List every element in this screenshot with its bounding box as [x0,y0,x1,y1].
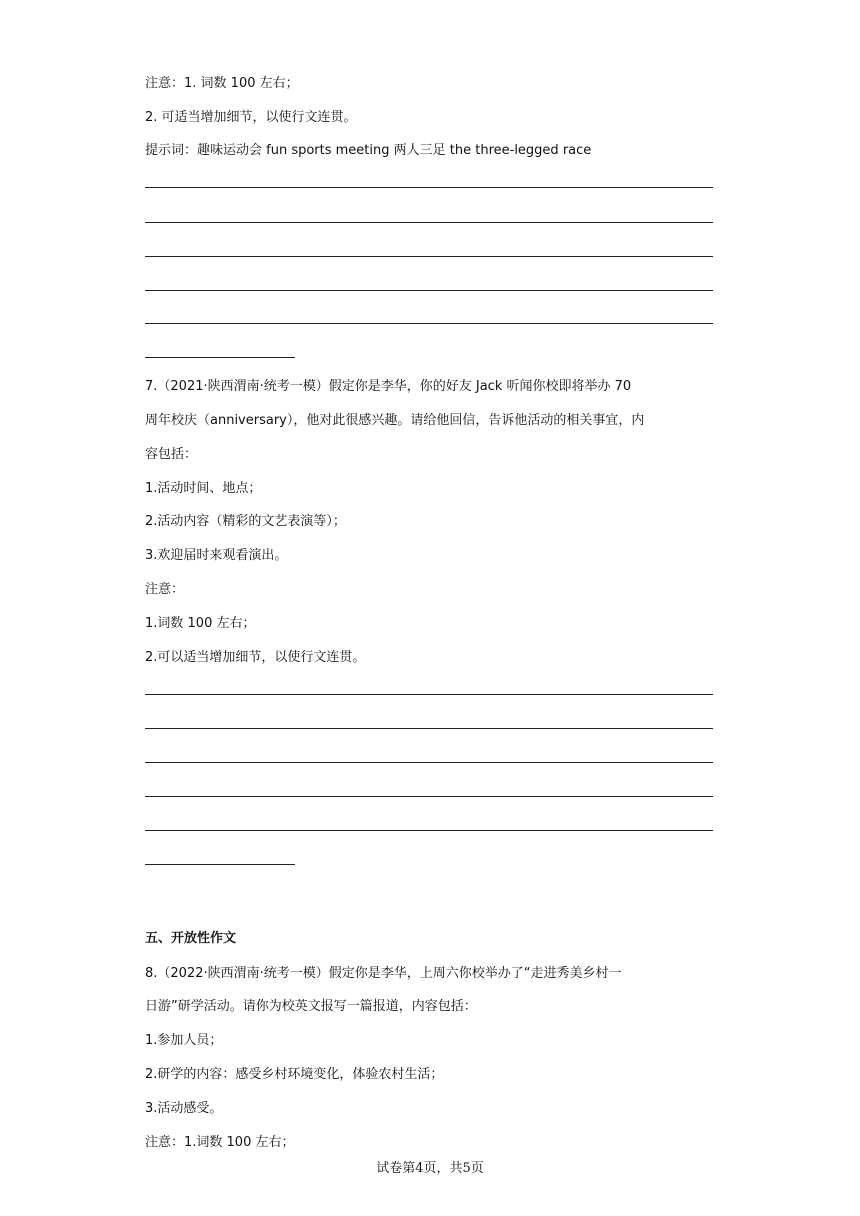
q8-prompt-line-1: 8.（2022·陕西渭南·统考一模）假定你是李华，上周六你校举办了“走进秀美乡村一 [145,966,622,981]
q7-prompt-line-2: 周年校庆（anniversary），他对此很感兴趣。请给他回信，告诉他活动的相关事宜，内 [145,413,645,428]
q8-prompt-line-2: 日游”研学活动。请你为校英文报写一篇报道，内容包括： [145,999,477,1014]
q7-item-2: 2.活动内容（精彩的文艺表演等）； [145,514,346,529]
q7-note-2: 2.可以适当增加细节，以使行文连贯。 [145,650,366,665]
q7-note-1: 1.词数 100 左右； [145,616,256,631]
answer-line [145,728,713,729]
q7-note-label: 注意： [145,582,185,597]
q7-prompt-line-1: 7.（2021·陕西渭南·统考一模）假定你是李华，你的好友 Jack 听闻你校即将举办 70 [145,379,632,394]
q6-hint: 提示词：趣味运动会 fun sports meeting 两人三足 the three-legged race [145,143,592,158]
q7-item-1: 1.活动时间、地点； [145,481,262,496]
answer-line [145,323,713,324]
q8-item-1: 1.参加人员； [145,1033,223,1048]
answer-line-short [145,357,295,358]
q8-item-2: 2.研学的内容：感受乡村环境变化，体验农村生活； [145,1067,444,1082]
q8-item-3: 3.活动感受。 [145,1101,223,1116]
answer-line [145,762,713,763]
q6-note-2: 2. 可适当增加细节，以使行文连贯。 [145,110,357,125]
section-heading: 五、开放性作文 [145,931,237,946]
answer-line [145,290,713,291]
q6-note-1: 注意：1. 词数 100 左右； [145,76,299,91]
answer-line [145,796,713,797]
page-footer: 试卷第4页，共5页 [376,1161,484,1176]
answer-line [145,694,713,695]
answer-line [145,187,713,188]
q7-prompt-line-3: 容包括： [145,447,198,462]
answer-line [145,830,713,831]
answer-line [145,256,713,257]
answer-line-short [145,864,295,865]
q7-item-3: 3.欢迎届时来观看演出。 [145,548,288,563]
q8-note-1: 注意：1.词数 100 左右； [145,1135,295,1150]
answer-line [145,222,713,223]
